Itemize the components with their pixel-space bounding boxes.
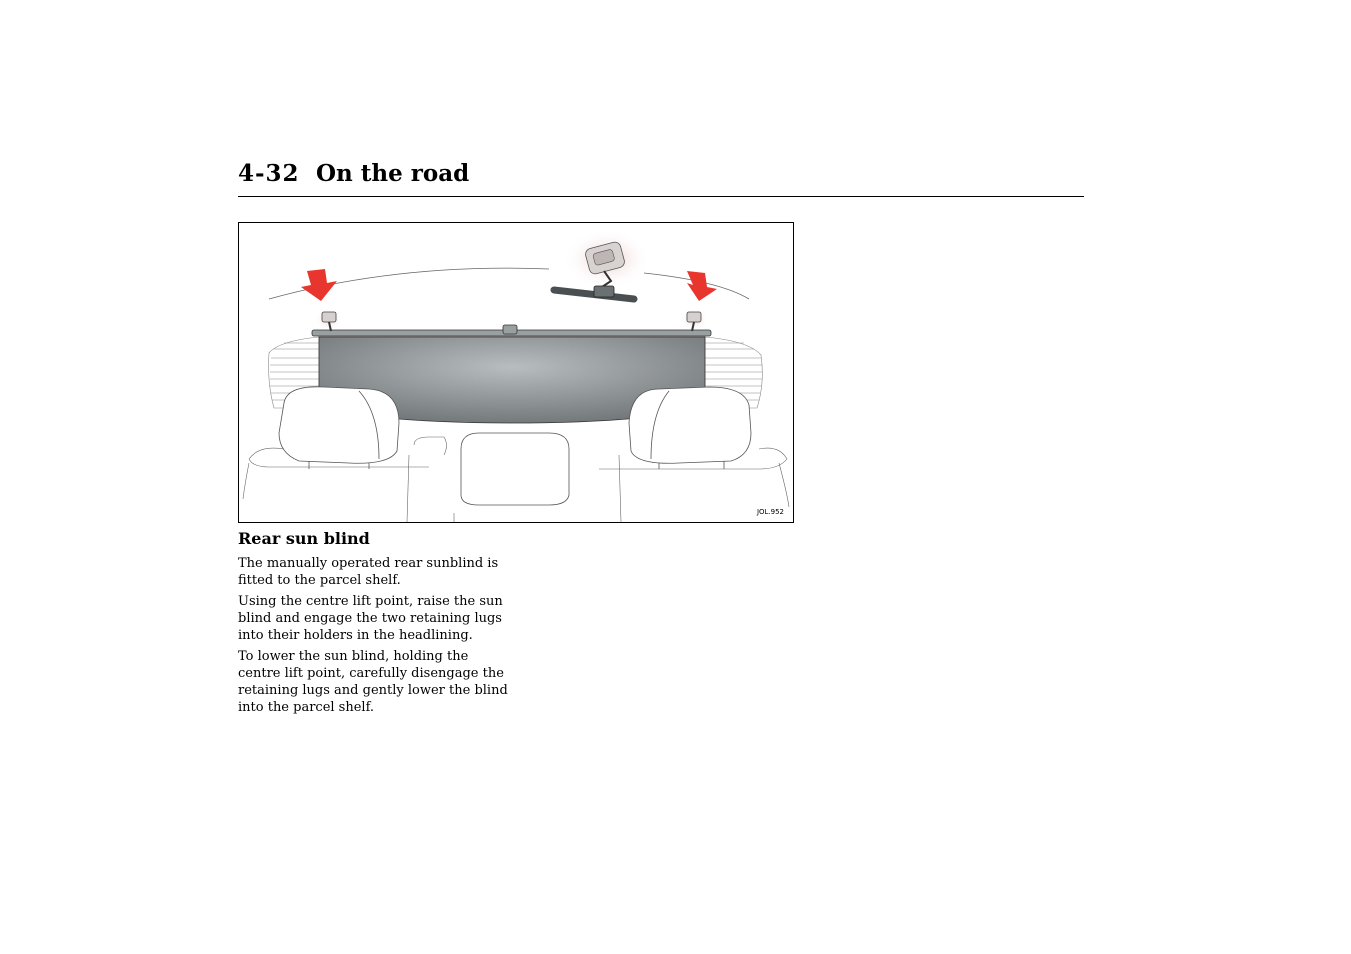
- arrow-left: [301, 269, 337, 301]
- page-header: [238, 158, 1084, 198]
- centre-lift-point: [503, 325, 517, 334]
- paragraph-2: Using the centre lift point, raise the sun blind and engage the two retaining lugs into their holders in the headlining.: [238, 594, 503, 643]
- lug-holder-left: [322, 312, 336, 322]
- lug-holder-right: [687, 312, 701, 322]
- section-title: On the road: [316, 160, 470, 187]
- arrow-right: [687, 271, 717, 301]
- section-heading: Rear sun blind: [238, 529, 370, 548]
- figure-code: JOL.952: [756, 508, 784, 516]
- rear-sun-blind-illustration: [238, 222, 794, 523]
- illustration-svg: [239, 223, 793, 522]
- headrest-left: [279, 387, 399, 469]
- page-number: 4-32: [238, 160, 300, 187]
- paragraph-1: The manually operated rear sunblind is fitted to the parcel shelf.: [238, 556, 499, 588]
- inset-lug-clip: [594, 286, 614, 297]
- headrest-centre: [461, 433, 569, 505]
- header-rule: [238, 196, 1084, 197]
- paragraph-3: To lower the sun blind, holding the centre lift point, carefully disengage the retaining lugs and gently lower the blind into the parcel shelf.: [238, 649, 508, 715]
- body-text: [238, 555, 508, 720]
- headrest-right: [629, 387, 751, 469]
